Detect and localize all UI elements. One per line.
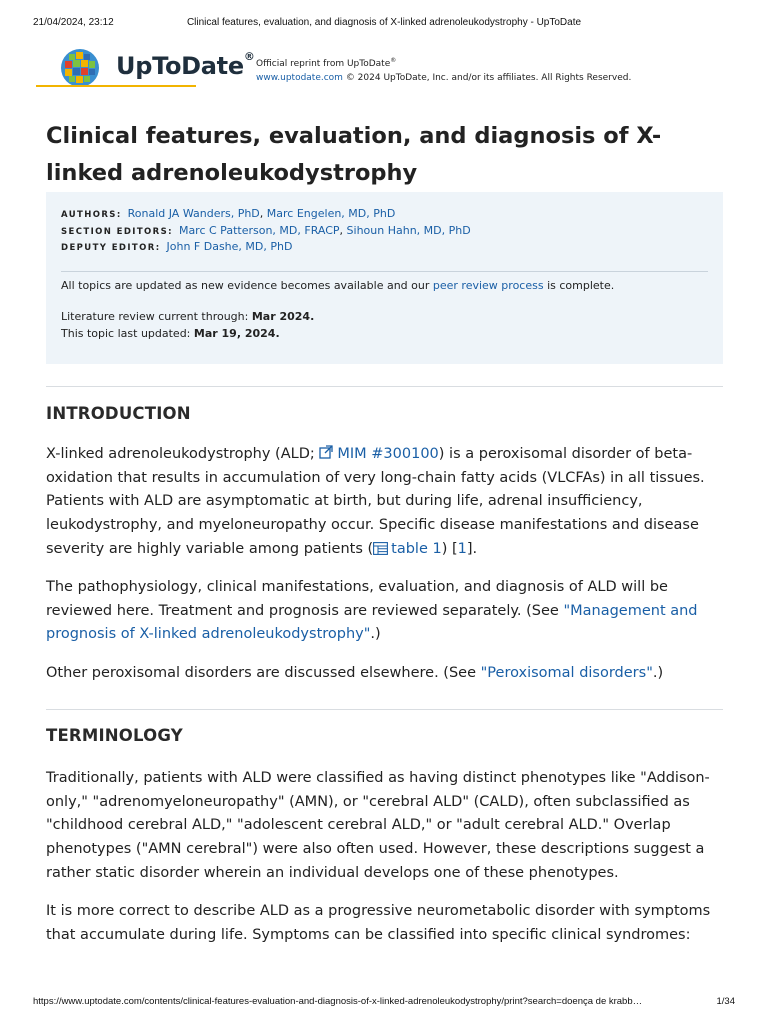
deputy-editor-row (61, 240, 292, 255)
introduction-paragraph-2: The pathophysiology, clinical manifestations, evaluation, and diagnosis of ALD will be reviewed here. Treatment and prognosis are reviewed separately. (See "Management and prognosis of X-linked adrenoleukodystrophy".) (46, 579, 698, 643)
deputy-editor-label: DEPUTY EDITOR: (61, 243, 161, 253)
introduction-paragraph-1: X-linked adrenoleukodystrophy (ALD; MIM #300100) is a peroxisomal disorder of beta-oxidation that results in accumulation of very long-chain fatty acids (VLCFAs) in all tissues. Patients with ALD are asymptomatic at birth, but during life, adrenal insufficiency, leukodystrophy, and myeloneuropathy occur. Specific disease manifestations and disease severity are highly variable among patients ( table 1) [1]. (46, 446, 705, 557)
reference-1-link[interactable]: 1 (457, 540, 467, 557)
page-number: 1/34 (716, 996, 735, 1007)
terminology-paragraph-1: Traditionally, patients with ALD were classified as having distinct phenotypes like "Addison-only," "adrenomyeloneuropathy" (AMN), or "cerebral ALD" (CALD), often subclassified as "childhood cerebral ALD," "adolescent cerebral ALD," or "adult cerebral ALD." Overlap phenotypes ("AMN cerebral") were also often used. However, these descriptions suggest a rather static disorder wherein an individual develops one of these phenotypes. (46, 770, 710, 881)
deputy-editor-link[interactable]: John F Dashe, MD, PhD (166, 240, 293, 253)
info-divider (61, 271, 708, 272)
author-link[interactable]: Marc Engelen, MD, PhD (266, 207, 396, 220)
section-editor-link[interactable]: Sihoun Hahn, MD, PhD (346, 224, 471, 237)
introduction-heading: INTRODUCTION (46, 404, 191, 423)
author-link[interactable]: Ronald JA Wanders, PhD (127, 207, 260, 220)
print-footer (0, 996, 768, 1010)
mim-link[interactable]: MIM #300100 (319, 446, 438, 462)
terminology-heading: TERMINOLOGY (46, 726, 183, 745)
print-doc-title: Clinical features, evaluation, and diagnosis of X-linked adrenoleukodystrophy - UpToDate (186, 17, 582, 28)
reprint-notice: Official reprint from UpToDate® www.uptodate.com © 2024 UpToDate, Inc. and/or its affiliates. All Rights Reserved. (256, 57, 632, 83)
topic-info-box (46, 192, 723, 364)
peer-review-link[interactable]: peer review process (432, 279, 544, 292)
section-divider (46, 709, 723, 710)
external-link-icon (319, 445, 333, 459)
section-editors-label: SECTION EDITORS: (61, 227, 173, 237)
literature-review-date: Literature review current through: Mar 2024. (61, 310, 315, 323)
print-date: 21/04/2024, 23:12 (33, 17, 114, 28)
authors-label: AUTHORS: (61, 210, 122, 220)
authors-row: AUTHORS: Ronald JA Wanders, PhD, Marc Engelen, MD, PhD (61, 207, 396, 220)
print-url: https://www.uptodate.com/contents/clinical-features-evaluation-and-diagnosis-of-x-linked-adrenoleukodystrophy/print?search=doença de krabb… (33, 996, 643, 1007)
print-header (0, 17, 768, 31)
introduction-paragraph-3: Other peroxisomal disorders are discussed elsewhere. (See "Peroxisomal disorders".) (46, 665, 664, 681)
uptodate-logo-icon (60, 48, 100, 88)
management-prognosis-link[interactable]: "Management and prognosis of X-linked adrenoleukodystrophy" (46, 602, 698, 643)
table-1-link[interactable]: table 1 (373, 541, 442, 557)
section-editors-row: SECTION EDITORS: Marc C Patterson, MD, FRACP, Sihoun Hahn, MD, PhD (61, 224, 471, 237)
terminology-paragraph-2: It is more correct to describe ALD as a progressive neurometabolic disorder with symptoms that accumulate during life. Symptoms can be classified into specific clinical syndromes: (46, 903, 711, 943)
update-note: All topics are updated as new evidence becomes available and our peer review process is complete. (61, 279, 615, 292)
table-icon (373, 542, 388, 555)
brand-wordmark: UpToDate® (116, 50, 255, 80)
page-title: Clinical features, evaluation, and diagnosis of X-linked adrenoleukodystrophy (46, 123, 662, 186)
brand-underline (36, 85, 196, 87)
last-updated-date: This topic last updated: Mar 19, 2024. (61, 327, 280, 340)
uptodate-site-link[interactable]: www.uptodate.com (256, 73, 343, 83)
section-divider (46, 386, 723, 387)
brand-banner (36, 46, 736, 92)
section-editor-link[interactable]: Marc C Patterson, MD, FRACP (178, 224, 340, 237)
peroxisomal-disorders-link[interactable]: "Peroxisomal disorders" (480, 665, 653, 681)
